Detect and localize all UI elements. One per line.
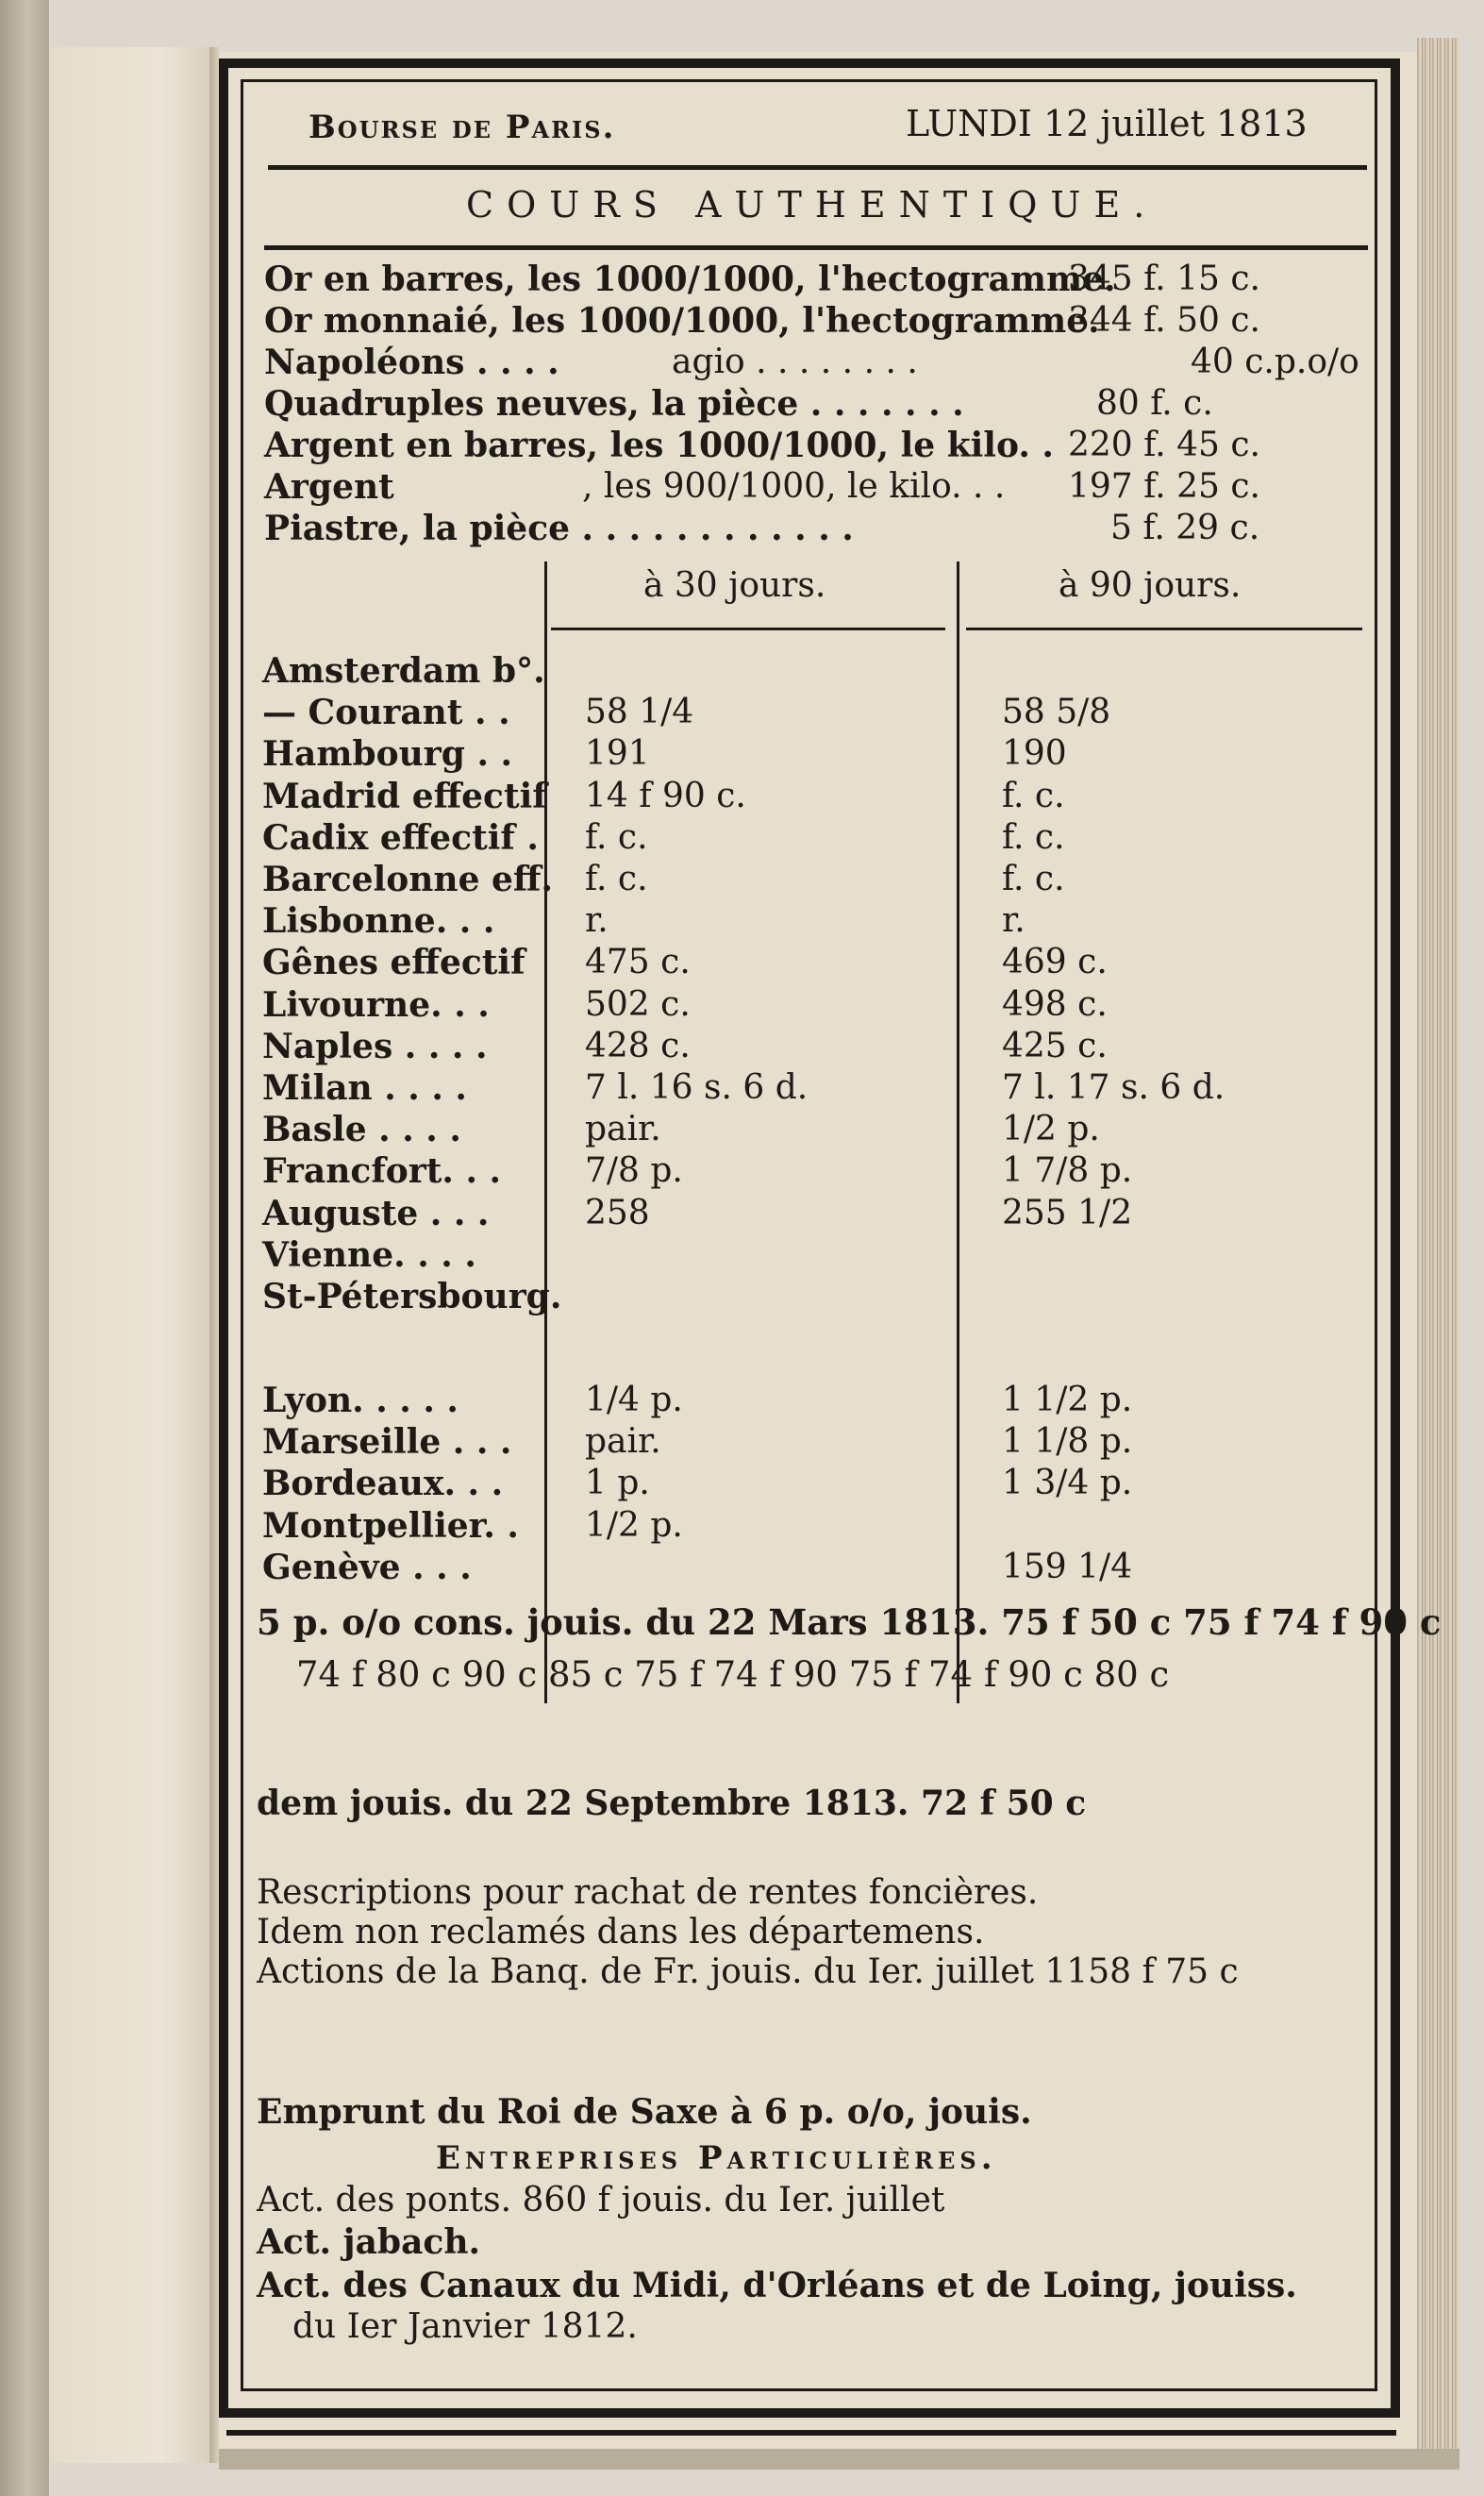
rate-30-days: 428 c. (585, 1026, 691, 1065)
exchange-place: Genève . . . (262, 1547, 472, 1587)
exchange-place: Milan . . . . (262, 1068, 467, 1108)
metal-row: Or monnaié, les 1000/1000, l'hectogramme. (264, 301, 1100, 341)
exchange-place: Lyon. . . . . (262, 1381, 459, 1420)
rate-30-days: 7 l. 16 s. 6 d. (585, 1068, 809, 1107)
rate-90-days: 159 1/4 (1002, 1547, 1133, 1586)
exchange-place: Amsterdam b°. (262, 651, 545, 691)
metal-value: 197 f. 25 c. (1068, 467, 1260, 506)
rate-30-days: 1/4 p. (585, 1381, 683, 1419)
rate-30-days: 502 c. (585, 984, 691, 1024)
metal-row: Piastre, la pièce . . . . . . . . . . . . (264, 509, 854, 548)
exchange-place: Vienne. . . . (262, 1234, 476, 1275)
book-gutter (209, 47, 219, 2463)
rate-90-days: 1 1/8 p. (1002, 1422, 1133, 1462)
rate-30-days: 191 (585, 734, 650, 774)
rate-90-days: 1 7/8 p. (1002, 1151, 1133, 1191)
rate-30-days: f. c. (585, 817, 648, 857)
exchange-place: Gênes effectif (262, 943, 525, 983)
column-divider-1 (544, 561, 547, 1703)
rate-90-days: 469 c. (1002, 943, 1108, 982)
rate-90-days: 498 c. (1002, 984, 1108, 1024)
header-date: LUNDI 12 juillet 1813 (906, 103, 1308, 144)
rentes-idem: dem jouis. du 22 Septembre 1813. 72 f 50 c (257, 1784, 1087, 1823)
exchange-place: — Courant . . (262, 693, 510, 733)
page-title: COURS AUTHENTIQUE. (466, 184, 1159, 226)
rate-90-days: f. c. (1002, 776, 1065, 815)
bulletin-content (257, 90, 1442, 2373)
rentes-line-2: 74 f 80 c 90 c 85 c 75 f 74 f 90 75 f 74 f 90 c 80 c (296, 1654, 1170, 1695)
rate-90-days: 1 3/4 p. (1002, 1464, 1133, 1503)
book-cover-edge (0, 0, 49, 2496)
entreprises-line-1: Act. des ponts. 860 f jouis. du Ier. juillet (257, 2181, 945, 2220)
page-bottom-edge (219, 2449, 1459, 2470)
exchange-place: Naples . . . . (262, 1026, 488, 1066)
metal-mid: agio . . . . . . . . (672, 343, 918, 381)
metal-row: Quadruples neuves, la pièce . . . . . . . (264, 384, 964, 424)
header-bourse: Bourse de Paris. (308, 109, 616, 146)
misc-line-1: Rescriptions pour rachat de rentes foncières. (257, 1873, 1039, 1912)
column-divider-2 (957, 561, 959, 1703)
exchange-place: St-Pétersbourg. (262, 1277, 562, 1316)
exchange-place: Basle . . . . (262, 1110, 461, 1150)
exchange-place: Bordeaux. . . (262, 1464, 504, 1504)
rate-90-days: 425 c. (1002, 1026, 1108, 1065)
rate-90-days: 1/2 p. (1002, 1110, 1100, 1149)
header-rule (268, 165, 1367, 170)
col1-header-rule (551, 628, 945, 630)
exchange-place: Hambourg . . (262, 734, 513, 775)
rate-30-days: 258 (585, 1193, 650, 1232)
rate-90-days: f. c. (1002, 860, 1065, 898)
exchange-place: Montpellier. . (262, 1505, 519, 1546)
col2-header: à 90 jours. (1059, 566, 1242, 605)
exchange-place: Lisbonne. . . (262, 901, 495, 942)
misc-line-2: Idem non reclamés dans les départemens. (257, 1913, 985, 1952)
rate-30-days: 475 c. (585, 943, 691, 982)
metal-value: 5 f. 29 c. (1110, 509, 1260, 547)
metal-value: 80 f. c. (1096, 384, 1213, 423)
title-rule (264, 245, 1368, 250)
rate-90-days: 190 (1002, 734, 1067, 774)
rate-90-days: 1 1/2 p. (1002, 1381, 1133, 1419)
entreprises-line-2: Act. jabach. (257, 2222, 481, 2262)
metal-row: Argent (264, 467, 394, 507)
rate-30-days: 7/8 p. (585, 1151, 683, 1191)
rate-30-days: 14 f 90 c. (585, 776, 746, 815)
metal-value: 344 f. 50 c. (1068, 301, 1260, 340)
rate-30-days: pair. (585, 1110, 661, 1149)
rate-30-days: 1 p. (585, 1464, 650, 1503)
metal-value: 40 c.p.o/o (1191, 343, 1359, 381)
rate-30-days: 1/2 p. (585, 1505, 683, 1545)
col1-header: à 30 jours. (643, 566, 826, 605)
facing-page (49, 47, 211, 2463)
rate-90-days: 58 5/8 (1002, 693, 1111, 732)
rentes-line-1: 5 p. o/o cons. jouis. du 22 Mars 1813. 75 f 50 c 75 f 74 f 90 c (257, 1601, 1442, 1643)
page-edges (1417, 38, 1459, 2463)
rate-30-days: r. (585, 901, 609, 941)
rate-90-days: r. (1002, 901, 1025, 941)
metal-row: Argent en barres, les 1000/1000, le kilo. . (264, 426, 1054, 465)
metal-row: Or en barres, les 1000/1000, l'hectogramme. (264, 260, 1116, 299)
rate-30-days: f. c. (585, 860, 648, 898)
metal-row: Napoléons . . . . (264, 343, 559, 382)
exchange-place: Marseille . . . (262, 1422, 512, 1463)
rate-90-days: 255 1/2 (1002, 1193, 1133, 1232)
exchange-place: Francfort. . . (262, 1151, 502, 1192)
exchange-place: Livourne. . . (262, 984, 490, 1025)
exchange-place: Auguste . . . (262, 1193, 490, 1233)
rate-90-days: f. c. (1002, 817, 1065, 857)
exchange-place: Cadix effectif . (262, 817, 539, 858)
entreprises-title: Entreprises Particulières. (436, 2139, 997, 2177)
metal-value: 345 f. 15 c. (1068, 260, 1260, 298)
entreprises-line-3: Act. des Canaux du Midi, d'Orléans et de Loing, jouiss. (257, 2266, 1297, 2305)
exchange-place: Barcelonne eff. (262, 860, 554, 899)
misc-line-3: Actions de la Banq. de Fr. jouis. du Ier. juillet 1158 f 75 c (257, 1952, 1239, 1991)
metal-value: 220 f. 45 c. (1068, 426, 1260, 464)
entreprises-line-4: du Ier Janvier 1812. (292, 2307, 638, 2346)
rate-30-days: 58 1/4 (585, 693, 694, 732)
emprunt-line: Emprunt du Roi de Saxe à 6 p. o/o, jouis. (257, 2092, 1032, 2132)
exchange-place: Madrid effectif (262, 776, 547, 816)
col2-header-rule (966, 628, 1362, 630)
metal-mid: , les 900/1000, le kilo. . . (582, 467, 1006, 506)
page-border-bottom-rule (226, 2430, 1396, 2436)
rate-30-days: pair. (585, 1422, 661, 1462)
rate-90-days: 7 l. 17 s. 6 d. (1002, 1068, 1226, 1107)
